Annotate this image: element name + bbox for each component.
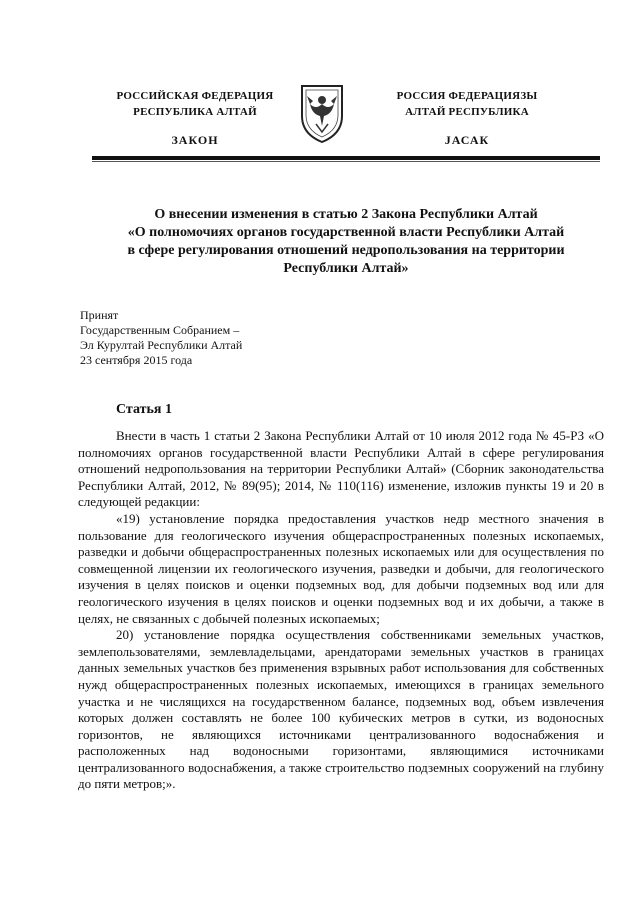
article-body [78,428,604,793]
adoption-line-2: Государственным Собранием – [80,323,240,337]
law-title [90,206,602,278]
adoption-note [80,308,242,368]
header-left-block [100,88,290,148]
header-left-law: ЗАКОН [171,133,219,147]
header-right-republic: АЛТАЙ РЕСПУБЛИКА [405,106,529,118]
law-title-line-3: в сфере регулирования отношений недропользования на территории [127,243,565,258]
adoption-line-1: Принят [80,308,119,322]
adoption-line-3: Эл Курултай Республики Алтай [80,338,243,352]
article-paragraph-intro: Внести в часть 1 статьи 2 Закона Республики Алтай от 10 июля 2012 года № 45-РЗ «О полномочиях органов государственной власти Республики Алтай в сфере регулирования отношений недропользования на территории Республики Алтай» (Сборник законодательства Республики Алтай, 2012, № 89(95); 2014, № 110(116) изменение, изложив пункты 19 и 20 в следующей редакции: [78,428,604,510]
header-left-country: РОССИЙСКАЯ ФЕДЕРАЦИЯ [116,90,274,102]
header-right-block [372,88,562,148]
header-divider-thin [92,161,600,162]
law-title-line-2: «О полномочиях органов государственной власти Республики Алтай [127,225,565,240]
header-left-republic: РЕСПУБЛИКА АЛТАЙ [133,106,257,118]
header-divider [92,156,600,160]
article-heading: Статья 1 [116,402,172,417]
adoption-date: 23 сентября 2015 года [80,353,193,367]
coat-of-arms-icon [296,80,348,144]
law-title-line-1: О внесении изменения в статью 2 Закона Республики Алтай [154,207,538,222]
article-paragraph-item-20: 20) установление порядка осуществления собственниками земельных участков, землепользователями, землевладельцами, арендаторами земельных участков в границах данных земельных участков без применения взрывных работ использования для собственных нужд общераспространенных полезных ископаемых, имеющихся в границах земельного участка и не числящихся на государственном балансе, подземных вод, объем извлечения которых должен составлять не более 100 кубических метров в сутки, из водоносных горизонтов, не являющихся источниками централизованного водоснабжения и расположенных над водоносными горизонтами, являющимися источниками централизованного водоснабжения, а также строительство подземных сооружений на глубину до пяти метров;». [78,627,604,792]
article-paragraph-item-19: «19) установление порядка предоставления участков недр местного значения в пользование для геологического изучения общераспространенных полезных ископаемых, разведки и добычи общераспространенных полезных ископаемых или для осуществления по совмещенной лицензии их геологического изучения, разведки и добычи, для геологического изучения в целях поисков и оценки подземных вод, для добычи подземных вод или для геологического изучения в целях поисков и оценки подземных вод и их добычи, а также в целях, не связанных с добычей полезных ископаемых; [78,510,604,626]
law-title-line-4: Республики Алтай» [283,261,409,276]
header-right-law: JАСАК [444,133,490,147]
header-right-country: РОССИЯ ФЕДЕРАЦИЯЗЫ [396,90,538,102]
